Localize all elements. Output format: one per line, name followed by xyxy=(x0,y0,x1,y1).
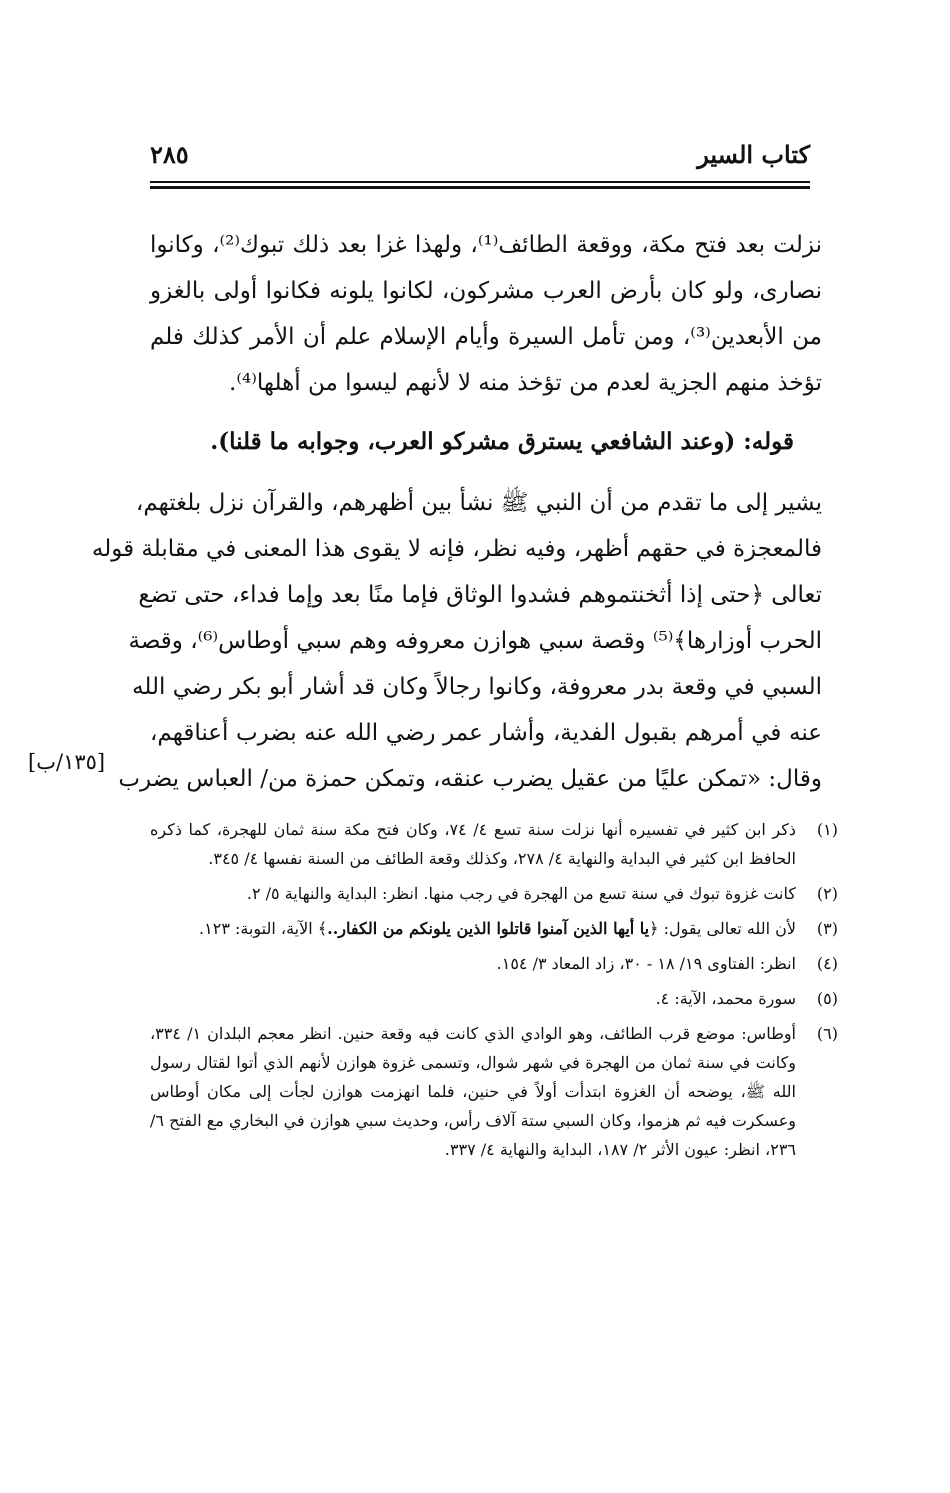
text-line: نصارى، ولو كان بأرض العرب مشركون، لكانوا يلونه فكانوا أولى بالغزو xyxy=(150,278,822,304)
footnote xyxy=(150,879,838,908)
footnote xyxy=(150,914,838,943)
footnote-text: كانت غزوة تبوك في سنة تسع من الهجرة في رجب منها. انظر: البداية والنهاية ٥/ ٢. xyxy=(246,884,796,903)
heading-text: قوله: (وعند الشافعي يسترق مشركو العرب، وجوابه ما قلنا). xyxy=(210,428,794,455)
main-text xyxy=(91,222,822,802)
section-heading xyxy=(150,418,822,466)
footnote-number: (١) xyxy=(816,820,838,839)
text-line: وقال: «تمكن عليًا من عقيل يضرب عنقه، وتمكن حمزة من/ العباس يضرب xyxy=(118,766,822,792)
footnote-number: (٦) xyxy=(816,1024,838,1043)
footnote xyxy=(150,984,838,1013)
text-line: تؤخذ منهم الجزية لعدم من تؤخذ منه لا لأنهم ليسوا من أهلها⁽⁴⁾. xyxy=(229,370,822,396)
quran-quote: يا أيها الذين آمنوا قاتلوا الذين يلونكم من الكفار.. xyxy=(327,919,650,938)
footnote-text xyxy=(150,914,796,943)
manuscript-folio-reference: [١٣٥/ب] xyxy=(28,750,106,774)
running-header xyxy=(150,140,810,180)
footnote-number: (٢) xyxy=(816,884,838,903)
text-line: من الأبعدين⁽³⁾، ومن تأمل السيرة وأيام الإسلام علم أن الأمر كذلك فلم xyxy=(150,324,822,350)
footnote-number: (٤) xyxy=(816,954,838,973)
footnote-text: سورة محمد، الآية: ٤. xyxy=(655,989,796,1008)
text-line: عنه في أمرهم بقبول الفدية، وأشار عمر رضي الله عنه بضرب أعناقهم، xyxy=(150,720,822,746)
page-number: ٢٨٥ xyxy=(150,140,189,169)
footnotes xyxy=(150,815,838,1170)
footnote-number: (٣) xyxy=(816,919,838,938)
text-line: يشير إلى ما تقدم من أن النبي ﷺ نشأ بين أظهرهم، والقرآن نزل بلغتهم، xyxy=(135,490,822,516)
text-line: نزلت بعد فتح مكة، ووقعة الطائف⁽¹⁾، ولهذا غزا بعد ذلك تبوك⁽²⁾، وكانوا xyxy=(150,232,822,258)
header-rule-thick xyxy=(150,186,810,189)
footnote-text: ذكر ابن كثير في تفسيره أنها نزلت سنة تسع ٤/ ٧٤، وكان فتح مكة سنة ثمان للهجرة، كما ذكره الحافظ ابن كثير في البداية والنهاية ٤/ ٢٧٨، وكذلك وقعة الطائف من السنة نفسها ٤/ ٣٤٥. xyxy=(150,820,796,868)
text-line: الحرب أوزارها﴾⁽⁵⁾ وقصة سبي هوازن معروفه وهم سبي أوطاس⁽⁶⁾، وقصة xyxy=(128,628,822,654)
header-rule-thin xyxy=(150,181,810,183)
text-line: السبي في وقعة بدر معروفة، وكانوا رجالاً وكان قد أشار أبو بكر رضي الله xyxy=(132,674,822,700)
footnote xyxy=(150,815,838,873)
paragraph-1 xyxy=(150,222,822,406)
footnote-text: انظر: الفتاوى ١٩/ ١٨ - ٣٠، زاد المعاد ٣/ ١٥٤. xyxy=(496,954,796,973)
text-line: فالمعجزة في حقهم أظهر، وفيه نظر، فإنه لا يقوى هذا المعنى في مقابلة قوله xyxy=(91,536,822,562)
footnote xyxy=(150,949,838,978)
footnote-text-pre: لأن الله تعالى يقول: ﴿ xyxy=(649,919,796,938)
footnote-number: (٥) xyxy=(816,989,838,1008)
footnote-text-post: ﴾ الآية، التوبة: ١٢٣. xyxy=(199,919,328,938)
text-line: تعالى ﴿حتى إذا أثخنتموهم فشدوا الوثاق فإما منًا بعد وإما فداء، حتى تضع xyxy=(138,582,822,608)
footnote xyxy=(150,1019,838,1164)
footnote-text: أوطاس: موضع قرب الطائف، وهو الوادي الذي كانت فيه وقعة حنين. انظر معجم البلدان ١/ ٣٣٤، وكانت في سنة ثمان من الهجرة في شهر شوال، وتسمى غزوة هوازن لأنهم الذي أتوا لقتال رسول الله ﷺ، يوضحه أن الغزوة ابتدأت أولاً في حنين، فلما انهزمت هوازن لجأت إلى مكان أوطاس وعسكرت فيه ثم هزموا، وكان السبي ستة آلاف رأس، وحديث سبي هوازن في البخاري مع الفتح ٦/ ٢٣٦، انظر: عيون الأثر ٢/ ١٨٧، البداية والنهاية ٤/ ٣٣٧. xyxy=(150,1024,796,1159)
chapter-title: كتاب السير xyxy=(697,140,810,169)
paragraph-2 xyxy=(91,480,822,802)
